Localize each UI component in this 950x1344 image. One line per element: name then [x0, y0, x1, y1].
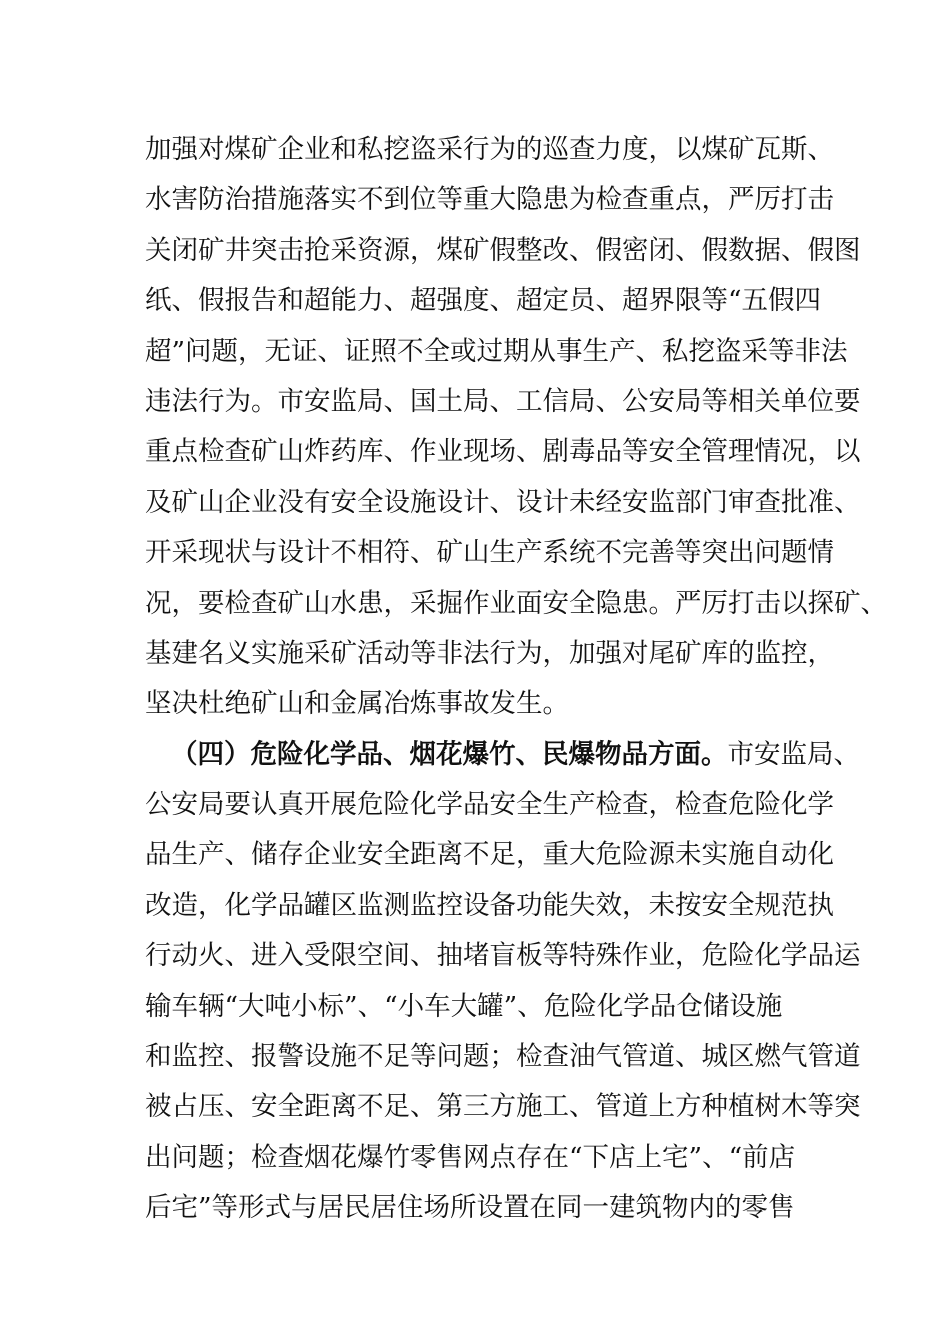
text-line: 品生产、储存企业安全距离不足，重大危险源未实施自动化 [145, 839, 834, 871]
paragraph-hazardous-chemicals [145, 730, 861, 1234]
text-line: 和监控、报警设施不足等问题；检查油气管道、城区燃气管道 [145, 1041, 861, 1073]
text-line: 违法行为。市安监局、国土局、工信局、公安局等相关单位要 [145, 385, 861, 417]
text-line: 被占压、安全距离不足、第三方施工、管道上方种植树木等突 [145, 1091, 861, 1123]
text-line: 加强对煤矿企业和私挖盗采行为的巡查力度，以煤矿瓦斯、 [145, 134, 834, 165]
section-heading: （四）危险化学品、烟花爆竹、民爆物品方面。 [171, 738, 728, 770]
text-line: 超”问题，无证、证照不全或过期从事生产、私挖盗采等非法 [145, 335, 848, 367]
text-line: 关闭矿井突击抢采资源，煤矿假整改、假密闭、假数据、假图 [145, 234, 861, 266]
text-span: 市安监局、 [727, 738, 860, 770]
text-line: 重点检查矿山炸药库、作业现场、剧毒品等安全管理情况，以 [145, 436, 861, 468]
text-line: 及矿山企业没有安全设施设计、设计未经安监部门审查批准、 [145, 486, 861, 518]
text-line: 水害防治措施落实不到位等重大隐患为检查重点，严厉打击 [145, 184, 834, 216]
text-line: 公安局要认真开展危险化学品安全生产检查，检查危险化学 [145, 789, 834, 821]
text-line-first [145, 730, 860, 780]
text-line: 输车辆“大吨小标”、“小车大罐”、危险化学品仓储设施 [145, 990, 783, 1022]
paragraph-mining-inspection [145, 125, 887, 730]
text-line: 行动火、进入受限空间、抽堵盲板等特殊作业，危险化学品运 [145, 940, 861, 972]
document-body [145, 125, 887, 1234]
text-line: 开采现状与设计不相符、矿山生产系统不完善等突出问题情 [145, 537, 834, 569]
text-line: 后宅”等形式与居民居住场所设置在同一建筑物内的零售 [145, 1192, 795, 1224]
text-line: 基建名义实施采矿活动等非法行为，加强对尾矿库的监控， [145, 637, 834, 669]
text-line: 纸、假报告和超能力、超强度、超定员、超界限等“五假四 [145, 285, 822, 317]
text-line: 况，要检查矿山水患，采掘作业面安全隐患。严厉打击以探矿、 [145, 587, 887, 619]
text-line: 出问题；检查烟花爆竹零售网点存在“下店上宅”、“前店 [145, 1141, 796, 1173]
text-line: 坚决杜绝矿山和金属冶炼事故发生。 [145, 688, 569, 720]
text-line: 改造，化学品罐区监测监控设备功能失效，未按安全规范执 [145, 889, 834, 921]
